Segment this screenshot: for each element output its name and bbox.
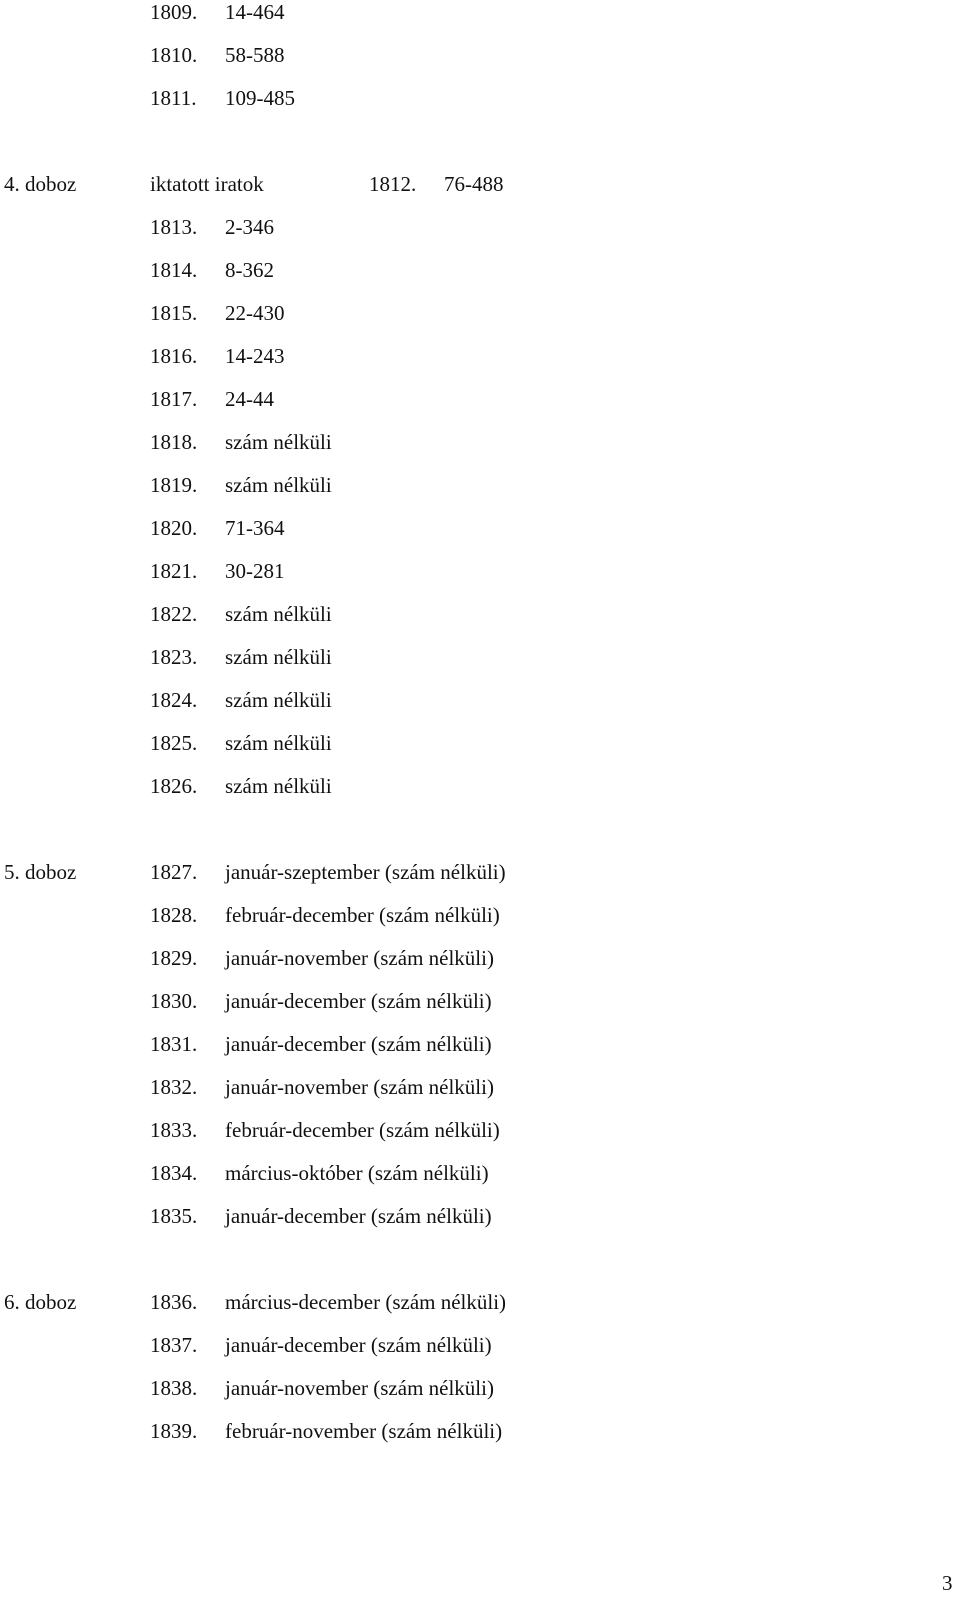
record-range: szám nélküli: [225, 645, 332, 669]
table-row: [0, 986, 960, 1016]
table-row: [0, 384, 960, 414]
table-row: [0, 599, 960, 629]
year-label: 1834.: [150, 1161, 198, 1185]
box-label: 4. doboz: [4, 172, 77, 196]
record-range: február-november (szám nélküli): [225, 1419, 503, 1443]
record-range: szám nélküli: [225, 688, 332, 712]
record-range: február-december (szám nélküli): [225, 1118, 500, 1142]
category-label: iktatott iratok: [150, 172, 264, 196]
record-range: február-december (szám nélküli): [225, 903, 500, 927]
record-range: 24-44: [225, 387, 274, 411]
table-row: [0, 169, 960, 199]
record-range: 22-430: [225, 301, 285, 325]
record-range: január-szeptember (szám nélküli): [225, 860, 506, 884]
table-row: [0, 728, 960, 758]
table-row: [0, 470, 960, 500]
year-label: 1814.: [150, 258, 198, 282]
table-row: [0, 40, 960, 70]
year-label: 1818.: [150, 430, 198, 454]
record-range: január-december (szám nélküli): [225, 1204, 492, 1228]
box-label: 6. doboz: [4, 1290, 77, 1314]
record-range: 14-243: [225, 344, 285, 368]
table-row: [0, 857, 960, 887]
table-row: [0, 212, 960, 242]
table-row: [0, 1287, 960, 1317]
year-label: 1817.: [150, 387, 198, 411]
record-range: március-december (szám nélküli): [225, 1290, 507, 1314]
table-row: [0, 255, 960, 285]
year-label: 1824.: [150, 688, 198, 712]
record-range: január-november (szám nélküli): [225, 1376, 494, 1400]
table-row: [0, 1201, 960, 1231]
record-range: szám nélküli: [225, 473, 332, 497]
record-range: 14-464: [225, 0, 285, 24]
table-row: [0, 427, 960, 457]
record-range: 8-362: [225, 258, 274, 282]
table-row: [0, 1373, 960, 1403]
year-label: 1832.: [150, 1075, 198, 1099]
year-label: 1831.: [150, 1032, 198, 1056]
table-row: [0, 685, 960, 715]
year-label: 1812.: [369, 172, 417, 196]
table-row: [0, 1029, 960, 1059]
table-row: [0, 83, 960, 113]
year-label: 1809.: [150, 0, 198, 24]
record-range: szám nélküli: [225, 774, 332, 798]
year-label: 1815.: [150, 301, 198, 325]
year-label: 1822.: [150, 602, 198, 626]
record-range: március-október (szám nélküli): [225, 1161, 489, 1185]
record-range: 2-346: [225, 215, 274, 239]
record-range: január-december (szám nélküli): [225, 989, 492, 1013]
year-label: 1813.: [150, 215, 198, 239]
table-row: [0, 0, 960, 27]
year-label: 1835.: [150, 1204, 198, 1228]
record-range: január-december (szám nélküli): [225, 1032, 492, 1056]
table-row: [0, 771, 960, 801]
record-range: január-november (szám nélküli): [225, 1075, 494, 1099]
table-row: [0, 513, 960, 543]
year-label: 1821.: [150, 559, 198, 583]
record-range: 109-485: [225, 86, 295, 110]
year-label: 1811.: [150, 86, 197, 110]
year-label: 1828.: [150, 903, 198, 927]
table-row: [0, 298, 960, 328]
table-row: [0, 1158, 960, 1188]
record-range: január-november (szám nélküli): [225, 946, 494, 970]
record-range: 76-488: [444, 172, 504, 196]
record-range: 30-281: [225, 559, 285, 583]
record-range: január-december (szám nélküli): [225, 1333, 492, 1357]
year-label: 1829.: [150, 946, 198, 970]
year-label: 1816.: [150, 344, 198, 368]
year-label: 1820.: [150, 516, 198, 540]
table-row: [0, 1330, 960, 1360]
record-range: 71-364: [225, 516, 285, 540]
table-row: [0, 556, 960, 586]
year-label: 1838.: [150, 1376, 198, 1400]
year-label: 1825.: [150, 731, 198, 755]
table-row: [0, 900, 960, 930]
year-label: 1830.: [150, 989, 198, 1013]
year-label: 1836.: [150, 1290, 198, 1314]
year-label: 1823.: [150, 645, 198, 669]
year-label: 1826.: [150, 774, 198, 798]
year-label: 1837.: [150, 1333, 198, 1357]
record-range: szám nélküli: [225, 602, 332, 626]
record-range: 58-588: [225, 43, 285, 67]
record-range: szám nélküli: [225, 731, 332, 755]
table-row: [0, 1416, 960, 1446]
table-row: [0, 943, 960, 973]
year-label: 1839.: [150, 1419, 198, 1443]
box-label: 5. doboz: [4, 860, 77, 884]
table-row: [0, 341, 960, 371]
year-label: 1819.: [150, 473, 198, 497]
record-range: szám nélküli: [225, 430, 332, 454]
table-row: [0, 1115, 960, 1145]
page-number: 3: [942, 1571, 953, 1595]
year-label: 1833.: [150, 1118, 198, 1142]
year-label: 1827.: [150, 860, 198, 884]
year-label: 1810.: [150, 43, 198, 67]
table-row: [0, 642, 960, 672]
table-row: [0, 1072, 960, 1102]
